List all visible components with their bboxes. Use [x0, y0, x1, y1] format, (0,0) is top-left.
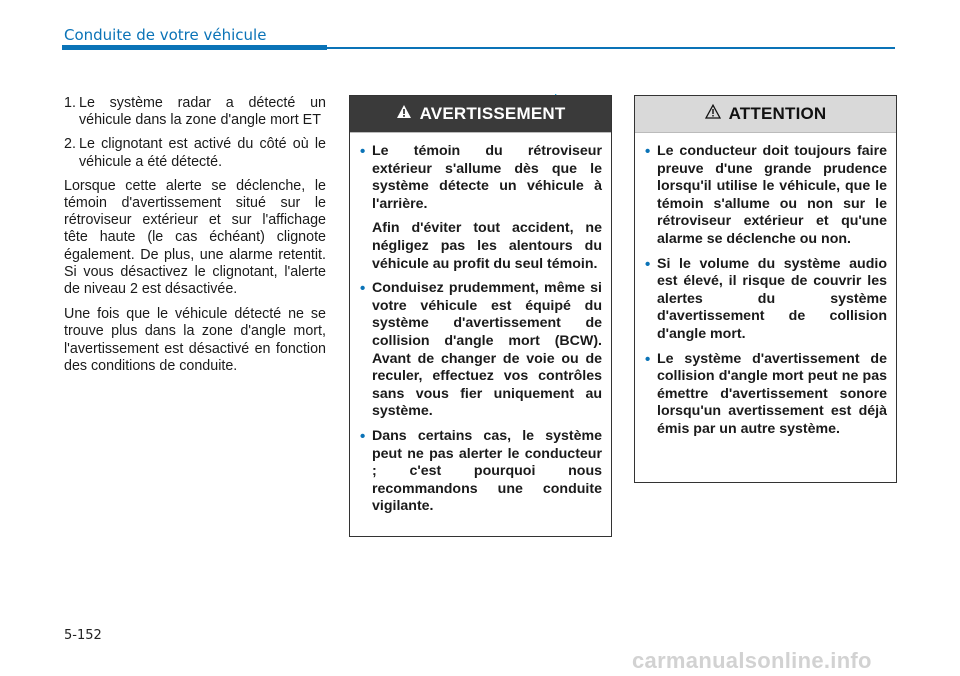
list-number: 2.	[64, 136, 76, 153]
warning-item	[360, 280, 602, 421]
warning-box	[349, 95, 612, 537]
paragraph: Une fois que le véhicule détecté ne se trouve plus dans la zone d'angle mort, l'avertissement est désactivé en fonction des conditions de conduite.	[64, 306, 326, 374]
attention-title: ATTENTION	[728, 104, 827, 123]
caution-triangle-icon	[705, 104, 721, 124]
warning-item-text: Dans certains cas, le système peut ne pas alerter le conducteur ; c'est pourquoi nous recommandons une conduite vigilante.	[372, 427, 602, 515]
bullet-icon: •	[645, 255, 651, 273]
paragraph: Lorsque cette alerte se déclenche, le témoin d'avertissement situé sur le rétroviseur extérieur et sur l'affichage tête haute (le cas échéant) clignote également. De plus, une alarme retentit. Si vous désactivez le clignotant, l'alerte de niveau 2 est désactivée.	[64, 177, 326, 298]
header-rule-thin	[327, 47, 895, 49]
page-number: 5-152	[64, 628, 102, 643]
bullet-icon: •	[360, 427, 366, 445]
warning-header	[350, 96, 611, 133]
warning-item-text: Le témoin du rétroviseur extérieur s'allume dès que le système détecte un véhicule à l'arrière.	[372, 143, 602, 212]
attention-header	[635, 96, 896, 133]
attention-item-text: Si le volume du système audio est élevé, il risque de couvrir les alertes du système d'avertissement de collision d'angle mort.	[657, 255, 887, 342]
bullet-icon: •	[645, 350, 651, 368]
header-rule-thick	[62, 45, 327, 50]
body-text-column	[64, 95, 326, 383]
list-number: 1.	[64, 95, 76, 111]
bullet-icon: •	[645, 143, 651, 160]
bullet-icon: •	[360, 143, 366, 160]
attention-item	[645, 256, 887, 344]
attention-item-text: Le conducteur doit toujours faire preuve d'une grande prudence lorsqu'il utilise le véhicule, que le témoin s'allume ou non sur le rétroviseur extérieur et qu'une alarme se déclenche ou non.	[657, 143, 887, 247]
warning-item-text: Conduisez prudemment, même si votre véhicule est équipé du système d'avertissement de collision d'angle mort (BCW). Avant de changer de voie ou de reculer, effectuez vos contrôles sans vous fier uniquement au système.	[372, 280, 602, 420]
attention-item-text: Le système d'avertissement de collision d'angle mort peut ne pas émettre d'avertissement sonore lorsqu'un avertissement est déjà émis par un autre système.	[657, 350, 887, 437]
list-text: Le clignotant est activé du côté où le véhicule a été détecté.	[79, 136, 326, 170]
condition-list	[64, 95, 326, 171]
attention-box	[634, 95, 897, 483]
warning-item-note: Afin d'éviter tout accident, ne négligez pas les alentours du véhicule au profit du seul témoin.	[372, 220, 602, 272]
warning-item	[360, 428, 602, 516]
warning-item	[360, 143, 602, 213]
warning-body	[350, 133, 611, 516]
list-text: Le système radar a détecté un véhicule dans la zone d'angle mort ET	[79, 95, 326, 129]
list-item	[64, 95, 326, 129]
warning-triangle-icon	[396, 104, 412, 124]
attention-item	[645, 143, 887, 249]
list-item	[64, 136, 326, 170]
section-title: Conduite de votre véhicule	[64, 26, 267, 44]
bullet-icon: •	[360, 280, 366, 298]
attention-body	[635, 133, 896, 439]
watermark-bottom[interactable]: carmanualsonline.info	[632, 648, 872, 673]
attention-item	[645, 351, 887, 439]
warning-title: AVERTISSEMENT	[419, 104, 566, 123]
